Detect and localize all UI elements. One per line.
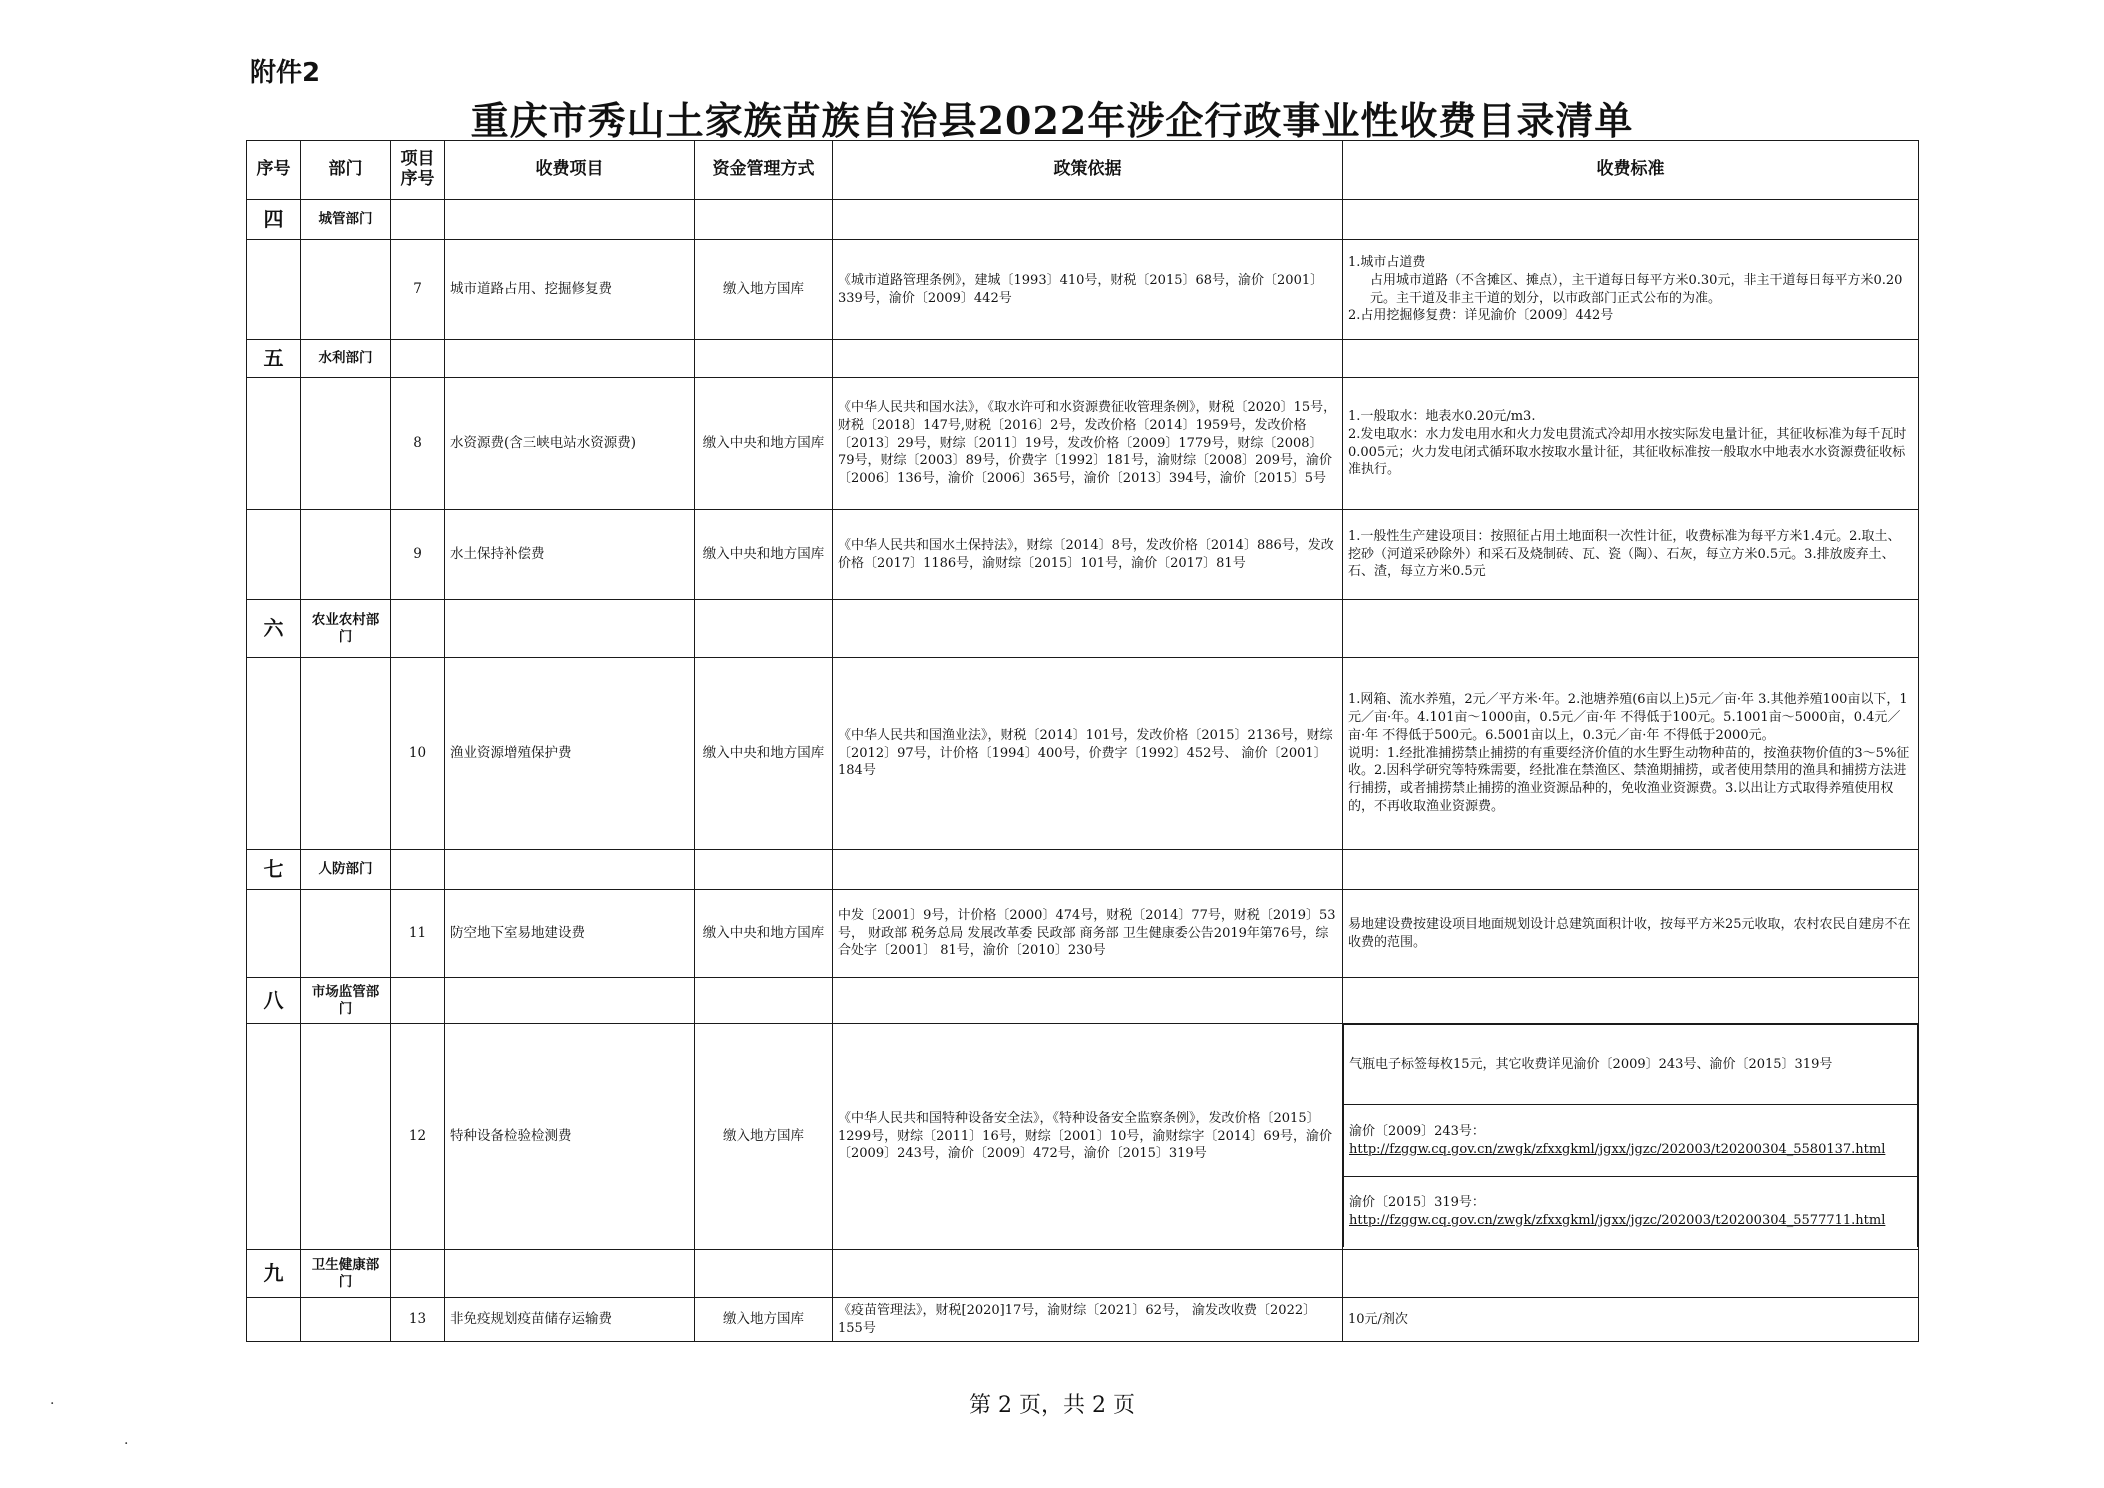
fund-method: 缴入地方国库 (695, 1024, 833, 1250)
fund-method: 缴入中央和地方国库 (695, 658, 833, 850)
fee-standard (1343, 240, 1919, 340)
fee-standard (1343, 658, 1919, 850)
section-seq: 四 (247, 200, 301, 240)
policy-link[interactable]: http://fzggw.cq.gov.cn/zwgk/zfxxgkml/jgxx/jgzc/202003/t20200304_5577711.html (1349, 1212, 1886, 1228)
standard-line: 1.一般取水：地表水0.20元/m3. (1348, 408, 1536, 424)
fee-item: 城市道路占用、挖掘修复费 (445, 240, 695, 340)
table-row (247, 890, 1919, 978)
section-dept: 城管部门 (301, 200, 391, 240)
header-proj-seq: 项目序号 (391, 141, 445, 200)
standard-link-block (1344, 1105, 1918, 1177)
table-row (247, 510, 1919, 600)
section-row (247, 600, 1919, 658)
item-number: 8 (391, 378, 445, 510)
section-row (247, 340, 1919, 378)
policy-basis: 《中华人民共和国水土保持法》，财综〔2014〕8号，发改价格〔2014〕886号，发改价格〔2017〕1186号，渝财综〔2015〕101号，渝价〔2017〕81号 (833, 510, 1343, 600)
policy-basis: 《中华人民共和国特种设备安全法》，《特种设备安全监察条例》，发改价格〔2015〕1299号，财综〔2011〕16号，财综〔2001〕10号，渝财综字〔2014〕69号，渝价〔2009〕243号，渝价〔2009〕472号，渝价〔2015〕319号 (833, 1024, 1343, 1250)
policy-basis: 中发〔2001〕9号，计价格〔2000〕474号，财税〔2014〕77号，财税〔2019〕53号， 财政部 税务总局 发展改革委 民政部 商务部 卫生健康委公告2019年第76号，综合处字〔2001〕 81号，渝价〔2010〕230号 (833, 890, 1343, 978)
fee-catalog-table (246, 140, 1919, 1342)
standard-line: 10元/剂次 (1348, 1311, 1408, 1327)
table-row (247, 1298, 1919, 1342)
table-row (247, 240, 1919, 340)
header-item: 收费项目 (445, 141, 695, 200)
scan-speck: · (124, 1436, 129, 1452)
link-label: 渝价〔2009〕243号： (1349, 1123, 1485, 1139)
policy-basis: 《中华人民共和国水法》，《取水许可和水资源费征收管理条例》，财税〔2020〕15号，财税〔2018〕147号,财税〔2016〕2号，发改价格〔2014〕1959号，发改价格〔2013〕29号，财综〔2011〕19号，发改价格〔2009〕1779号，财综〔2008〕79号，财综〔2003〕89号，价费字〔1992〕181号，渝财综〔2008〕209号，渝价〔2006〕136号，渝价〔2006〕365号，渝价〔2013〕394号，渝价〔2015〕5号 (833, 378, 1343, 510)
document-title: 重庆市秀山土家族苗族自治县2022年涉企行政事业性收费目录清单 (470, 98, 1634, 143)
item-number: 11 (391, 890, 445, 978)
header-row (247, 141, 1919, 200)
item-number: 13 (391, 1298, 445, 1342)
header-seq: 序号 (247, 141, 301, 200)
fee-item: 水土保持补偿费 (445, 510, 695, 600)
section-dept: 人防部门 (301, 850, 391, 890)
section-row (247, 200, 1919, 240)
section-seq: 九 (247, 1250, 301, 1298)
section-seq: 五 (247, 340, 301, 378)
fee-standard (1343, 890, 1919, 978)
item-number: 12 (391, 1024, 445, 1250)
section-seq: 七 (247, 850, 301, 890)
standard-line: 1.一般性生产建设项目：按照征占用土地面积一次性计征，收费标准为每平方米1.4元。2.取土、挖砂（河道采砂除外）和采石及烧制砖、瓦、瓷（陶）、石灰，每立方米0.5元。3.排放废弃土、石、渣，每立方米0.5元 (1348, 528, 1901, 580)
policy-basis: 《城市道路管理条例》，建城〔1993〕410号，财税〔2015〕68号，渝价〔2001〕339号，渝价〔2009〕442号 (833, 240, 1343, 340)
standard-link-block (1344, 1177, 1918, 1247)
table-row (247, 658, 1919, 850)
standard-line: 2.占用挖掘修复费：详见渝价〔2009〕442号 (1348, 308, 1614, 324)
policy-link[interactable]: http://fzggw.cq.gov.cn/zwgk/zfxxgkml/jgxx/jgzc/202003/t20200304_5580137.html (1349, 1141, 1886, 1157)
scan-speck: · (50, 1396, 55, 1412)
section-dept: 市场监管部门 (301, 978, 391, 1024)
item-number: 9 (391, 510, 445, 600)
policy-basis: 《中华人民共和国渔业法》，财税〔2014〕101号，发改价格〔2015〕2136号，财综〔2012〕97号，计价格〔1994〕400号，价费字〔1992〕452号、 渝价〔2001〕184号 (833, 658, 1343, 850)
standard-line: 气瓶电子标签每枚15元，其它收费详见渝价〔2009〕243号、渝价〔2015〕319号 (1344, 1025, 1918, 1105)
standard-line: 1.城市占道费 (1348, 254, 1426, 270)
fund-method: 缴入地方国库 (695, 1298, 833, 1342)
fee-standard (1343, 378, 1919, 510)
standard-line: 说明：1.经批准捕捞禁止捕捞的有重要经济价值的水生野生动物种苗的，按渔获物价值的3～5%征收。2.因科学研究等特殊需要，经批准在禁渔区、禁渔期捕捞，或者使用禁用的渔具和捕捞方法进行捕捞，或者捕捞禁止捕捞的渔业资源品种的，免收渔业资源费。3.以出让方式取得养殖使用权的，不再收取渔业资源费。 (1348, 745, 1910, 815)
section-seq: 八 (247, 978, 301, 1024)
table-row (247, 1024, 1919, 1250)
header-standard: 收费标准 (1343, 141, 1919, 200)
fund-method: 缴入地方国库 (695, 240, 833, 340)
standard-line: 2.发电取水：水力发电用水和火力发电贯流式冷却用水按实际发电量计征，其征收标准为每千瓦时0.005元；火力发电闭式循环取水按取水量计征，其征收标准按一般取水中地表水水资源费征收标准执行。 (1348, 426, 1907, 478)
standard-line: 易地建设费按建设项目地面规划设计总建筑面积计收，按每平方米25元收取，农村农民自建房不在收费的范围。 (1348, 916, 1911, 950)
section-row (247, 978, 1919, 1024)
fee-item: 特种设备检验检测费 (445, 1024, 695, 1250)
section-dept: 卫生健康部门 (301, 1250, 391, 1298)
standard-line: 1.网箱、流水养殖，2元／平方米·年。2.池塘养殖(6亩以上)5元／亩·年 3.其他养殖100亩以下，1元／亩·年。4.101亩～1000亩，0.5元／亩·年 不得低于100元。5.1001亩～5000亩，0.4元／亩·年 不得低于500元。6.5001亩以上，0.3元／亩·年 不得低于2000元。 (1348, 691, 1908, 743)
header-fund: 资金管理方式 (695, 141, 833, 200)
table-row (247, 378, 1919, 510)
section-row (247, 850, 1919, 890)
section-dept: 水利部门 (301, 340, 391, 378)
section-dept: 农业农村部门 (301, 600, 391, 658)
item-number: 7 (391, 240, 445, 340)
link-label: 渝价〔2015〕319号： (1349, 1194, 1485, 1210)
header-dept: 部门 (301, 141, 391, 200)
fee-standard (1343, 1298, 1919, 1342)
item-number: 10 (391, 658, 445, 850)
fee-item: 渔业资源增殖保护费 (445, 658, 695, 850)
section-seq: 六 (247, 600, 301, 658)
annex-label: 附件2 (250, 58, 321, 88)
fund-method: 缴入中央和地方国库 (695, 890, 833, 978)
header-policy: 政策依据 (833, 141, 1343, 200)
section-row (247, 1250, 1919, 1298)
fee-item: 非免疫规划疫苗储存运输费 (445, 1298, 695, 1342)
standard-subtable (1343, 1024, 1918, 1247)
fund-method: 缴入中央和地方国库 (695, 378, 833, 510)
fee-standard (1343, 510, 1919, 600)
fund-method: 缴入中央和地方国库 (695, 510, 833, 600)
fee-item: 防空地下室易地建设费 (445, 890, 695, 978)
fee-item: 水资源费(含三峡电站水资源费) (445, 378, 695, 510)
page-number: 第 2 页，共 2 页 (969, 1393, 1135, 1418)
fee-standard (1343, 1024, 1919, 1250)
standard-line: 占用城市道路（不含摊区、摊点），主干道每日每平方米0.30元，非主干道每日每平方米0.20元。主干道及非主干道的划分，以市政部门正式公布的为准。 (1370, 272, 1903, 306)
policy-basis: 《疫苗管理法》，财税[2020]17号，渝财综〔2021〕62号， 渝发改收费〔2022〕155号 (833, 1298, 1343, 1342)
